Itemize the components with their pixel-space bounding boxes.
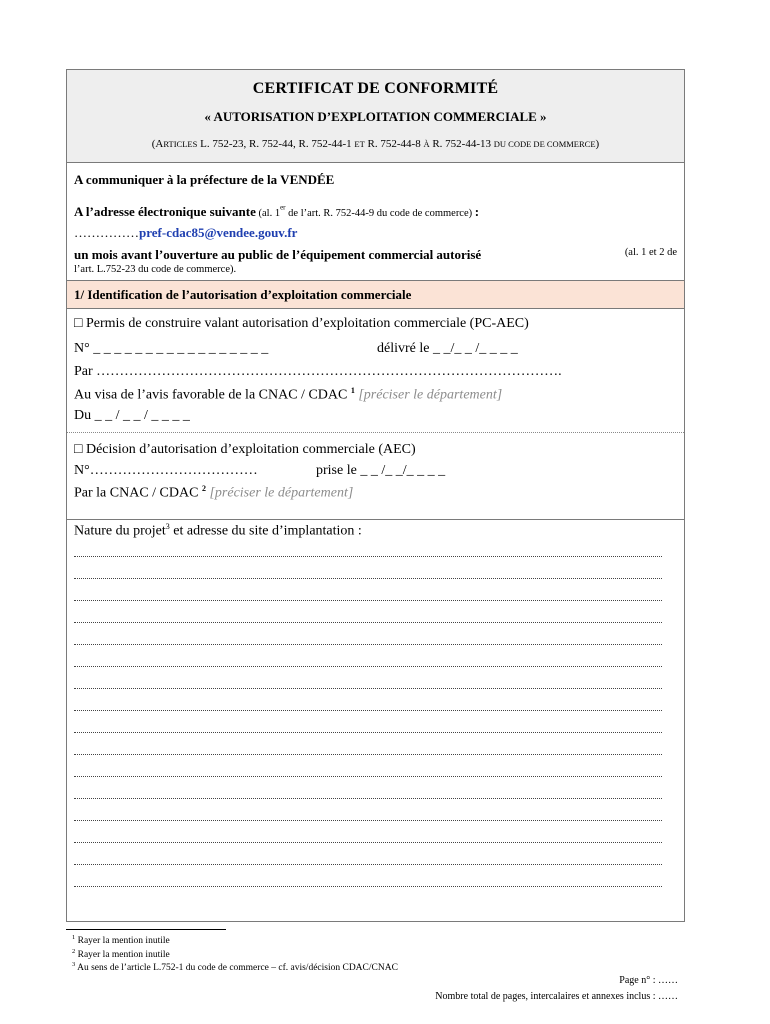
pc-aec-option[interactable]: □ Permis de construire valant autorisation d’exploitation commerciale (PC-AEC) xyxy=(74,316,529,331)
pc-par-field[interactable]: Par ………………………………………………………………………………………. xyxy=(74,364,562,379)
nature-dotted-line[interactable] xyxy=(74,863,662,865)
nature-dotted-line[interactable] xyxy=(74,665,662,667)
aec-par-line: Par la CNAC / CDAC $^2$ [préciser le département] xyxy=(74,484,354,501)
communiquer-text: A communiquer à la préfecture de la VENDÉE xyxy=(74,172,335,187)
departement-hint[interactable]: [préciser le département] xyxy=(358,387,503,403)
nature-dotted-line[interactable] xyxy=(74,819,662,821)
aec-option[interactable]: □ Décision d’autorisation d’exploitation commerciale (AEC) xyxy=(74,442,416,457)
footnote-3: $^3$ Au sens de l’article L.752-1 du code de commerce – cf. avis/décision CDAC/CNAC xyxy=(72,961,398,974)
nature-dotted-line[interactable] xyxy=(74,687,662,689)
pc-visa-line: Au visa de l’avis favorable de la CNAC / CDAC $^1$ [préciser le département] xyxy=(74,386,503,403)
page-total: Nombre total de pages, intercalaires et annexes inclus : …… xyxy=(435,991,678,1002)
aec-prise-field[interactable]: prise le _ _ /_ _/_ _ _ _ xyxy=(316,463,446,478)
aec-numero-field[interactable]: N°……………………………… xyxy=(74,463,258,478)
submission-info xyxy=(67,163,684,281)
footnote-1: $^1$ Rayer la mention inutile xyxy=(72,934,170,947)
section-1-title: 1/ Identification de l’autorisation d’exploitation commerciale xyxy=(74,287,412,302)
checkbox-icon[interactable]: □ xyxy=(74,442,83,457)
pc-numero-field[interactable]: N° _ _ _ _ _ _ _ _ _ _ _ _ _ _ _ _ _ xyxy=(74,341,269,356)
nature-dotted-line[interactable] xyxy=(74,753,662,755)
certificate-form xyxy=(66,69,685,922)
nature-dotted-line[interactable] xyxy=(74,797,662,799)
pc-du-field[interactable]: Du _ _ / _ _ / _ _ _ _ xyxy=(74,408,190,423)
aec-block xyxy=(67,433,684,520)
email-link[interactable]: pref-cdac85@vendee.gouv.fr xyxy=(139,225,298,240)
nature-dotted-line[interactable] xyxy=(74,621,662,623)
nature-dotted-line[interactable] xyxy=(74,841,662,843)
footnote-2: $^2$ Rayer la mention inutile xyxy=(72,948,170,961)
page-subtitle: « AUTORISATION D’EXPLOITATION COMMERCIALE » xyxy=(204,109,547,124)
delai-ref-line: l’art. L.752-23 du code de commerce). xyxy=(74,264,237,275)
email-line: ……………pref-cdac85@vendee.gouv.fr xyxy=(74,225,298,240)
pc-delivre-field[interactable]: délivré le _ _/_ _ /_ _ _ _ xyxy=(377,341,518,356)
nature-dotted-line[interactable] xyxy=(74,599,662,601)
page-title: CERTIFICAT DE CONFORMITÉ xyxy=(252,80,499,97)
departement-hint[interactable]: [préciser le département] xyxy=(209,485,354,501)
nature-dotted-line[interactable] xyxy=(74,555,662,557)
nature-dotted-line[interactable] xyxy=(74,775,662,777)
nature-label: Nature du projet$^3$ et adresse du site d’implantation : xyxy=(74,522,362,539)
adresse-line: A l’adresse électronique suivante (al. 1er de l’art. R. 752-44-9 du code de commerce) : xyxy=(74,203,480,219)
nature-dotted-line[interactable] xyxy=(74,577,662,579)
nature-dotted-line[interactable] xyxy=(74,709,662,711)
page-number: Page n° : …… xyxy=(619,975,678,986)
nature-dotted-line[interactable] xyxy=(74,885,662,887)
form-header xyxy=(67,70,684,163)
delai-line: un mois avant l’ouverture au public de l’équipement commercial autorisé (al. 1 et 2 de xyxy=(74,247,677,262)
nature-dotted-line[interactable] xyxy=(74,731,662,733)
pc-aec-block xyxy=(67,309,684,433)
nature-block xyxy=(67,520,684,922)
legal-references: (ARTICLES L. 752-23, R. 752-44, R. 752-44-1 ET R. 752-44-8 À R. 752-44-13 DU CODE DE COMMERCE) xyxy=(151,138,600,150)
section-1-header xyxy=(67,281,684,309)
nature-dotted-line[interactable] xyxy=(74,643,662,645)
checkbox-icon[interactable]: □ xyxy=(74,316,83,331)
footnote-separator xyxy=(66,929,226,930)
